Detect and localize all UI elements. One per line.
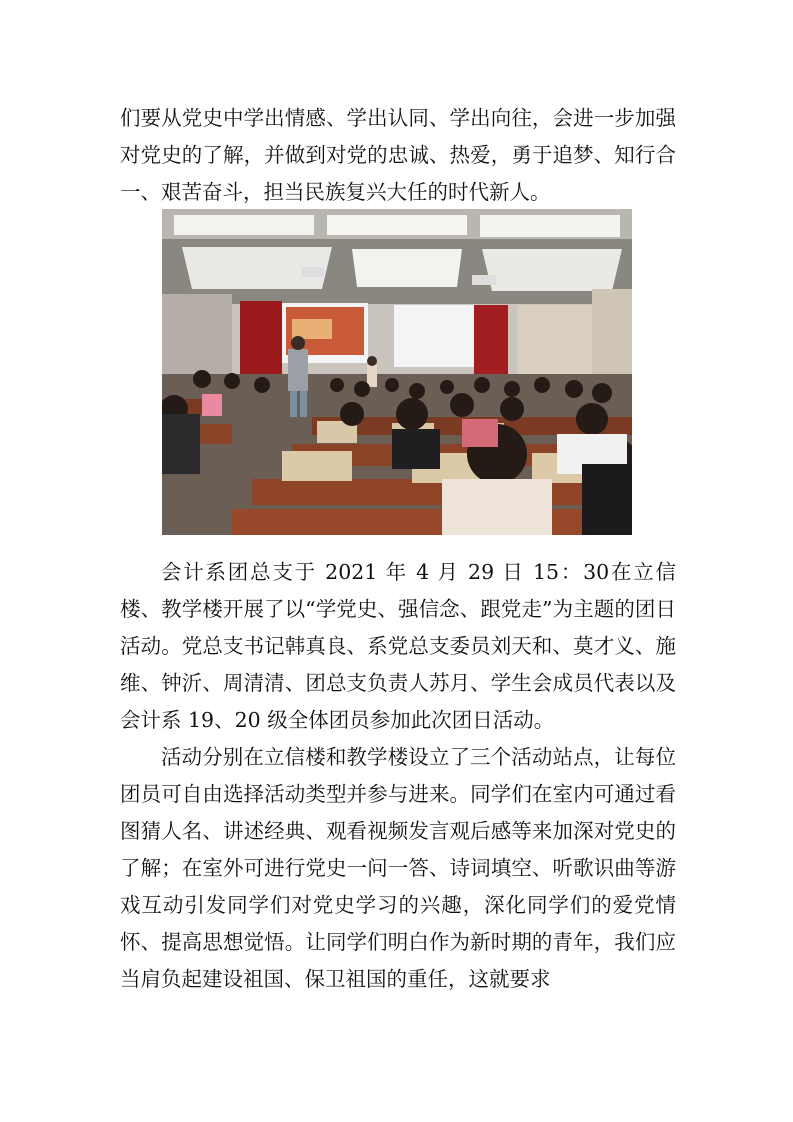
event-photo (162, 209, 632, 535)
paragraph-intro: 们要从党史中学出情感、学出认同、学出向往，会进一步加强对党史的了解，并做到对党的忠诚、热爱，勇于追梦、知行合一、艰苦奋斗，担当民族复兴大任的时代新人。 (120, 106, 676, 204)
paragraph-activity: 活动分别在立信楼和教学楼设立了三个活动站点，让每位团员可自由选择活动类型并参与进来。同学们在室内可通过看图猜人名、讲述经典、观看视频发言观后感等来加深对党史的了解；在室外可进行党史一问一答、诗词填空、听歌识曲等游戏互动引发同学们对党史学习的兴趣，深化同学们的爱党情怀、提高思想觉悟。让同学们明白作为新时期的青年，我们应当肩负起建设祖国、保卫祖国的重任，这就要求 (120, 745, 676, 991)
paragraph-event: 会计系团总支于 2021 年 4 月 29 日 15：30在立信楼、教学楼开展了以“学党史、强信念、跟党走”为主题的团日活动。党总支书记韩真良、系党总支委员刘天和、莫才义、施维、钟沂、周清清、团总支负责人苏月、学生会成员代表以及会计系 19、20 级全体团员参加此次团日活动。 (120, 560, 676, 732)
